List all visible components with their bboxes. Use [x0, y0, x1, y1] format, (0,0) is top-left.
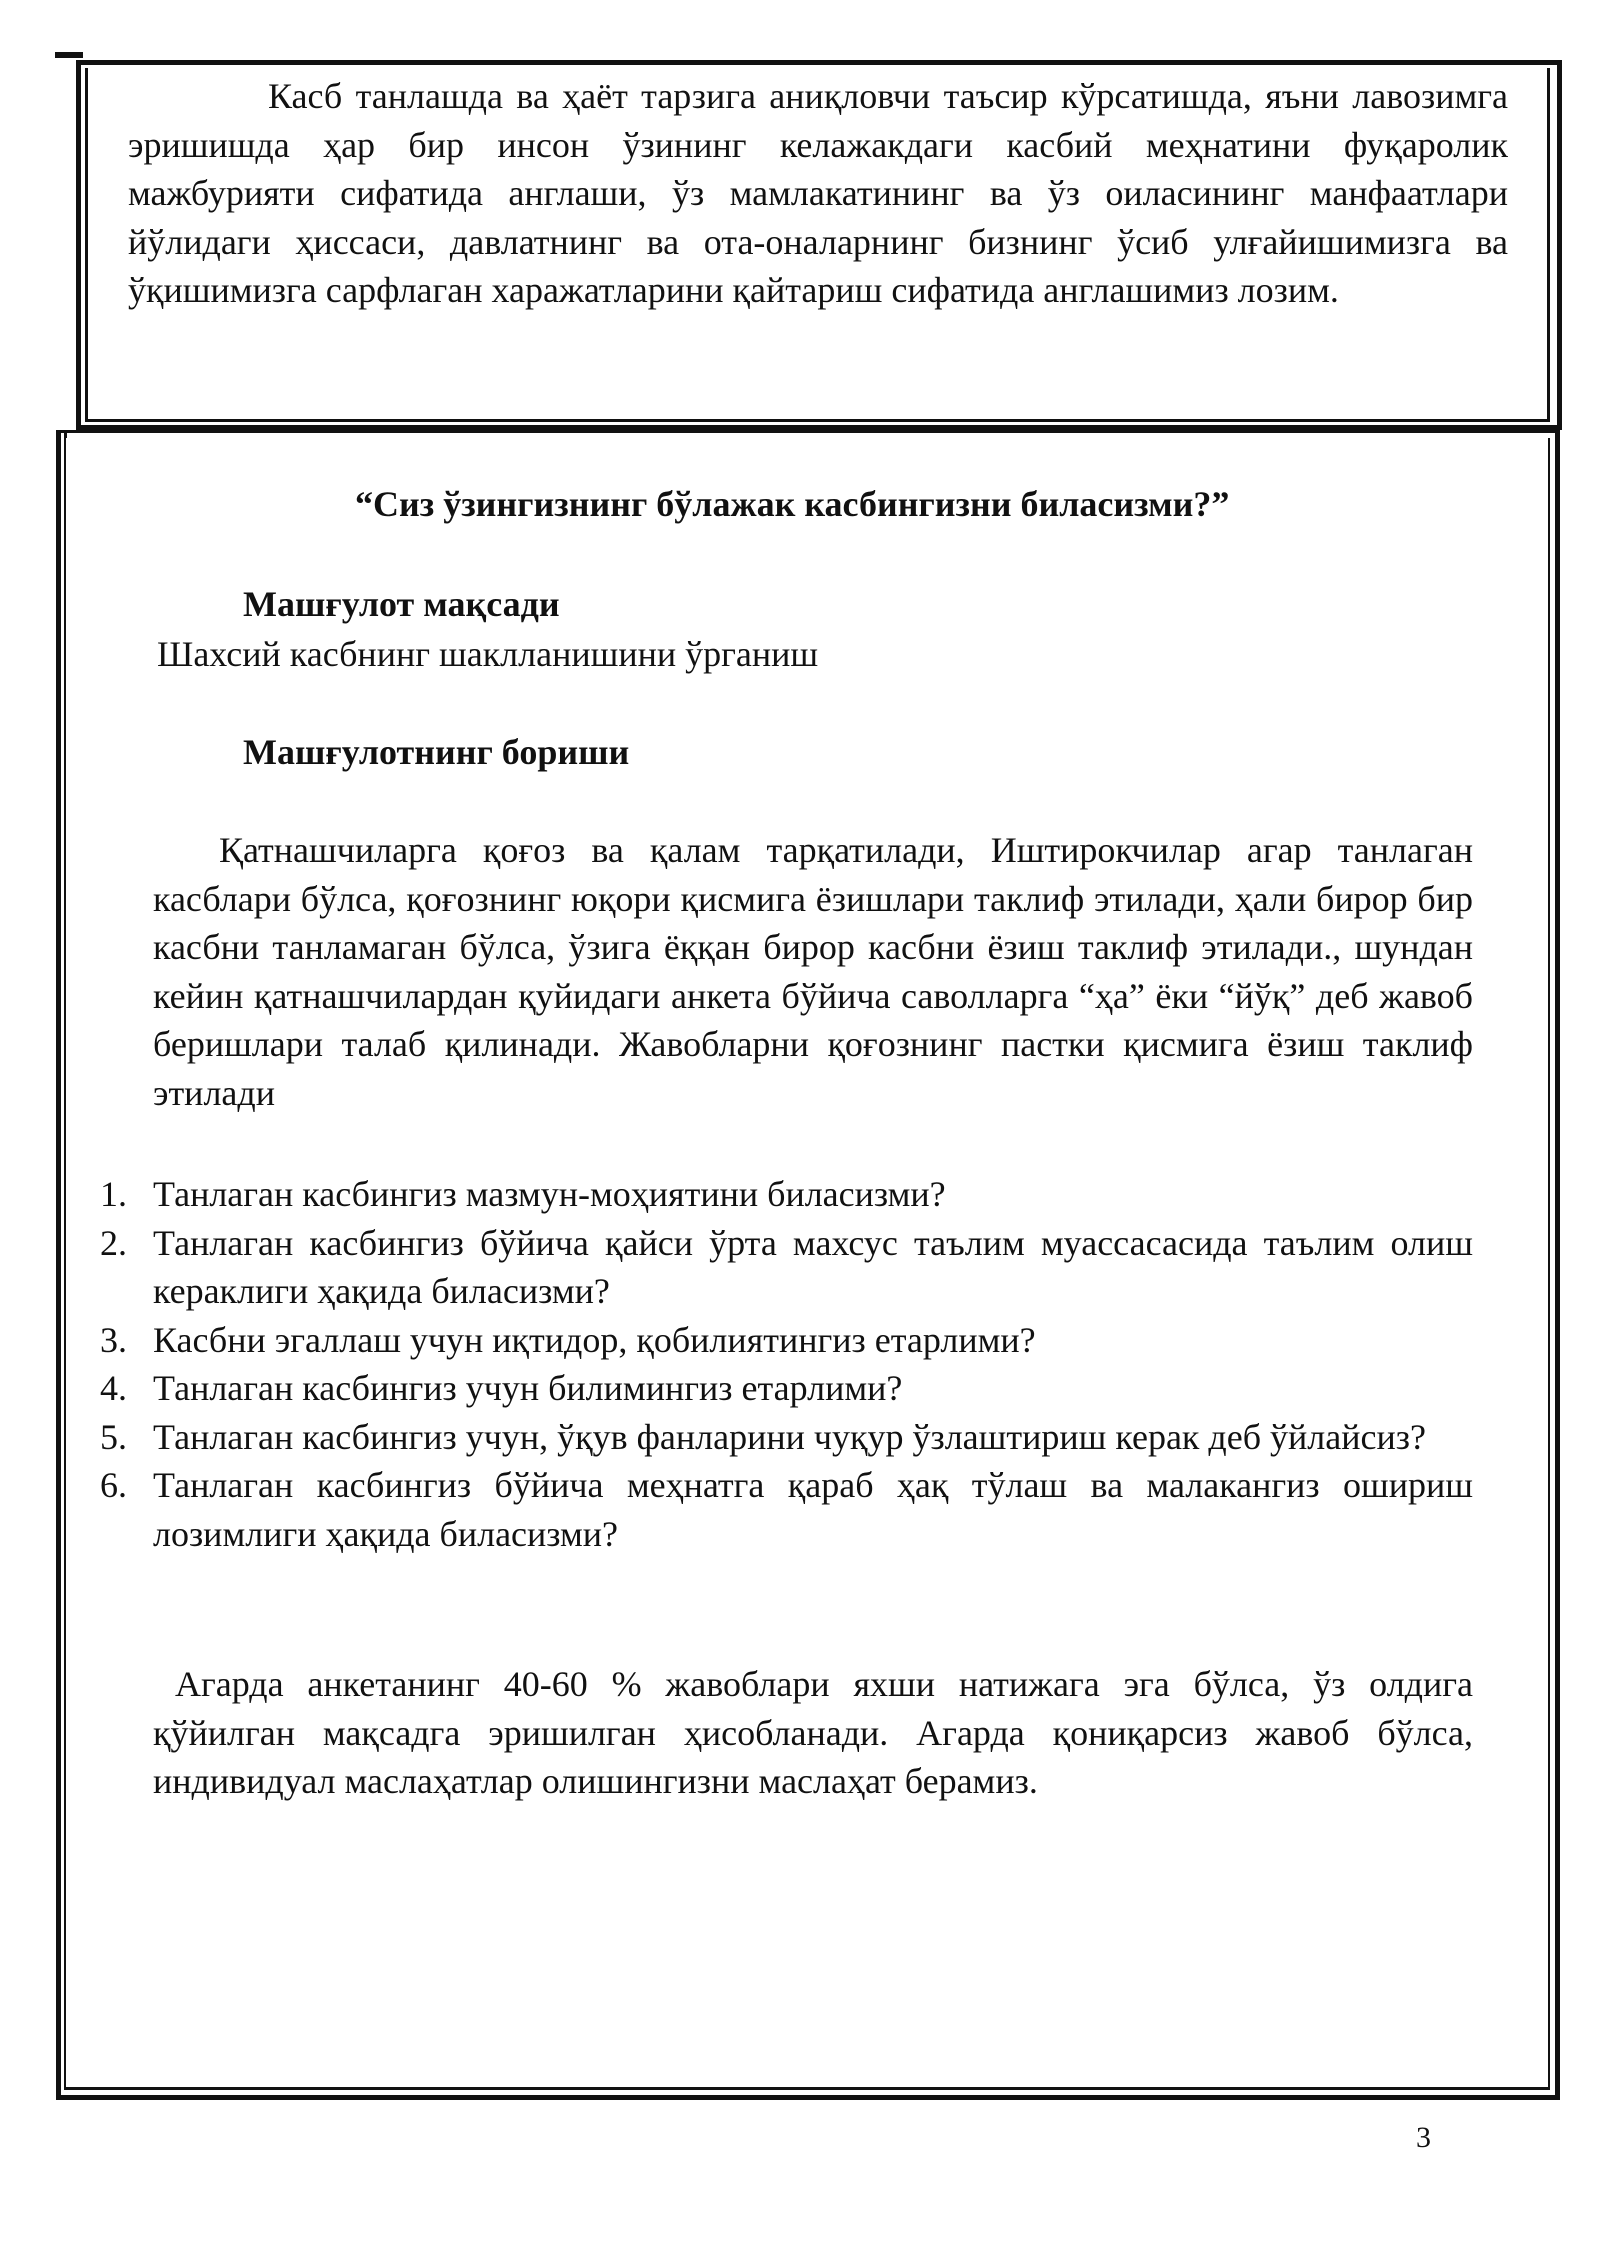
- question-number: 5.: [100, 1416, 127, 1457]
- process-paragraph: [153, 826, 1473, 1117]
- list-item: [100, 1316, 1473, 1365]
- goal-heading: Машғулот мақсади: [243, 584, 560, 624]
- question-text: Танлаган касбингиз мазмун-моҳиятини биласизми?: [153, 1174, 946, 1214]
- lesson-title: “Сиз ўзингизнинг бўлажак касбингизни биласизми?”: [355, 484, 1230, 524]
- process-heading: Машғулотнинг бориши: [243, 732, 630, 772]
- question-text: Танлаган касбингиз бўйича меҳнатга қараб ҳақ тўлаш ва малакангиз ошириш лозимлиги ҳақида биласизми?: [153, 1465, 1473, 1554]
- list-item: [100, 1461, 1473, 1558]
- result-text: Агарда анкетанинг 40-60 % жавоблари яхши натижага эга бўлса, ўз олдига қўйилган мақсадга эришилган ҳисобланади. Агарда қониқарсиз жавоб бўлса, индивидуал маслаҳатлар олишингизни маслаҳат берамиз.: [153, 1664, 1473, 1801]
- process-text: Қатнашчиларга қоғоз ва қалам тарқатилади, Иштирокчилар агар танлаган касблари бўлса, қоғознинг юқори қисмига ёзишлари таклиф этилади, ҳали бирор бир касбни танламаган бўлса, ўзига ёққан бирор касбни ёзиш таклиф этилади., шундан кейин қатнашчилардан қуйидаги анкета бўйича саволларга “ҳа” ёки “йўқ” деб жавоб беришлари талаб қилинади. Жавобларни қоғознинг пастки қисмига ёзиш таклиф этилади: [153, 830, 1473, 1113]
- frame-corner-mark: [55, 52, 83, 58]
- list-item: [100, 1413, 1473, 1462]
- list-item: [100, 1170, 1473, 1219]
- question-number: 3.: [100, 1319, 127, 1360]
- question-text: Танлаган касбингиз учун билимингиз етарлими?: [153, 1368, 903, 1408]
- question-text: Танлаган касбингиз учун, ўқув фанларини чуқур ўзлаштириш керак деб ўйлайсиз?: [153, 1416, 1426, 1457]
- questions-list: [100, 1170, 1473, 1558]
- question-number: 6.: [100, 1465, 127, 1505]
- question-number: 4.: [100, 1368, 127, 1408]
- result-paragraph: [153, 1660, 1473, 1806]
- question-number: 1.: [100, 1174, 127, 1214]
- question-text: Танлаган касбингиз бўйича қайси ўрта махсус таълим муассасасида таълим олиш кераклиги ҳақида биласизми?: [153, 1222, 1473, 1311]
- intro-text: Касб танлашда ва ҳаёт тарзига аниқловчи таъсир кўрсатишда, яъни лавозимга эришишда ҳар бир инсон ўзининг келажакдаги касбий меҳнатини фуқаролик мажбурияти сифатида англаши, ўз мамлакатининг ва ўз оиласининг манфаатлари йўлидаги ҳиссаси, давлатнинг ва ота-оналарнинг бизнинг ўсиб улғайишимизга ва ўқишимизга сарфлаган харажатларини қайтариш сифатида англашимиз лозим.: [128, 76, 1508, 310]
- list-item: [100, 1219, 1473, 1316]
- frame-joint: [64, 430, 67, 438]
- question-number: 2.: [100, 1222, 127, 1263]
- intro-paragraph: [128, 72, 1508, 315]
- goal-text: Шахсий касбнинг шаклланишини ўрганиш: [157, 634, 819, 674]
- list-item: [100, 1364, 1473, 1413]
- question-text: Касбни эгаллаш учун иқтидор, қобилиятингиз етарлими?: [153, 1319, 1036, 1360]
- page-number: 3: [1416, 2121, 1431, 2154]
